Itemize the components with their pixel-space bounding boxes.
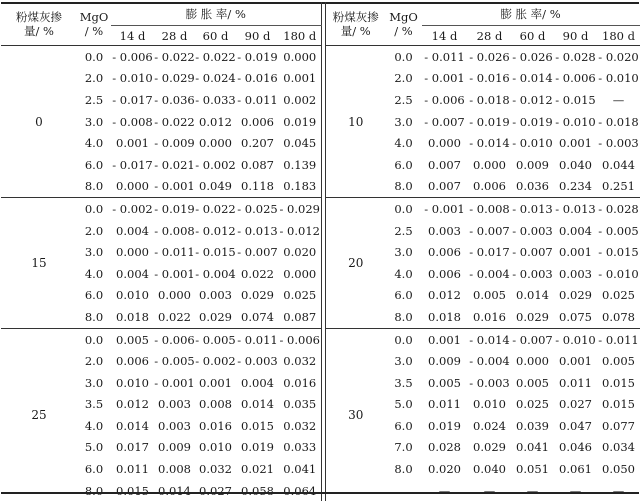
expansion-cell: 0.000 xyxy=(279,46,321,68)
expansion-cell: - 0.012 xyxy=(279,223,320,238)
expansion-cell: - 0.002 xyxy=(195,157,236,172)
expansion-cell: 0.001 xyxy=(116,136,149,151)
table-right-half xyxy=(325,2,640,501)
expansion-cell: 0.003 xyxy=(428,223,461,238)
flyash-group xyxy=(326,328,640,501)
expansion-cell: - 0.006 xyxy=(279,328,321,350)
mgo-value: 6.0 xyxy=(394,157,413,172)
mgo-value: 5.0 xyxy=(394,397,413,412)
expansion-cell: 0.018 xyxy=(428,309,461,324)
expansion-cell: 0.047 xyxy=(559,418,592,433)
flyash-group xyxy=(326,46,640,198)
table-row xyxy=(326,46,640,68)
mgo-value: 0.0 xyxy=(77,328,111,350)
mgo-value: 8.0 xyxy=(394,462,413,477)
expansion-cell: 0.044 xyxy=(602,157,635,172)
expansion-cell: 0.022 xyxy=(241,266,274,281)
expansion-cell: - 0.004 xyxy=(195,266,236,281)
expansion-cell: - 0.026 xyxy=(512,46,554,68)
expansion-cell: 0.000 xyxy=(199,136,232,151)
header-age: 28 d xyxy=(468,26,512,46)
expansion-table xyxy=(1,2,639,498)
expansion-cell: 0.039 xyxy=(516,418,549,433)
header-age: 14 d xyxy=(111,26,154,46)
mgo-value: 8.0 xyxy=(394,309,413,324)
table-row xyxy=(326,198,640,220)
expansion-cell: 0.003 xyxy=(158,397,191,412)
expansion-cell: - 0.001 xyxy=(154,179,195,194)
expansion-cell: - 0.018 xyxy=(598,114,639,129)
expansion-cell: 0.003 xyxy=(158,418,191,433)
expansion-cell: 0.003 xyxy=(199,288,232,303)
expansion-cell: 0.009 xyxy=(428,354,461,369)
expansion-cell: - 0.014 xyxy=(469,136,510,151)
expansion-cell: - 0.003 xyxy=(512,223,553,238)
expansion-cell: 0.000 xyxy=(473,157,506,172)
expansion-cell: 0.008 xyxy=(199,397,232,412)
flyash-value: 0 xyxy=(1,46,77,198)
expansion-cell: 0.000 xyxy=(116,245,149,260)
expansion-cell: 0.004 xyxy=(241,375,274,390)
expansion-cell: — xyxy=(569,483,582,498)
expansion-cell: 0.024 xyxy=(473,418,506,433)
expansion-cell: - 0.005 xyxy=(195,328,236,350)
expansion-cell: - 0.015 xyxy=(555,92,596,107)
expansion-cell: 0.011 xyxy=(116,462,149,477)
expansion-cell: 0.045 xyxy=(283,136,317,151)
flyash-group xyxy=(1,198,321,329)
expansion-cell: - 0.015 xyxy=(598,245,639,260)
expansion-cell: 0.029 xyxy=(559,288,592,303)
expansion-cell: - 0.008 xyxy=(112,114,153,129)
expansion-cell: 0.087 xyxy=(283,309,317,324)
expansion-cell: 0.008 xyxy=(158,462,191,477)
expansion-cell: - 0.010 xyxy=(598,71,639,86)
expansion-cell: 0.183 xyxy=(283,179,317,194)
expansion-cell: — xyxy=(483,483,496,498)
flyash-value: 10 xyxy=(326,46,386,198)
expansion-cell: - 0.010 xyxy=(555,114,596,129)
mgo-value: 3.0 xyxy=(84,245,104,260)
expansion-cell: 0.015 xyxy=(116,483,149,498)
expansion-cell: 0.006 xyxy=(428,266,461,281)
expansion-cell: - 0.029 xyxy=(154,71,195,86)
expansion-cell: 0.000 xyxy=(116,179,149,194)
expansion-cell: 0.034 xyxy=(602,440,635,455)
expansion-cell: — xyxy=(612,92,625,107)
mgo-value: 7.0 xyxy=(394,440,413,455)
expansion-cell: 0.207 xyxy=(241,136,274,151)
expansion-cell: - 0.003 xyxy=(512,266,553,281)
mgo-value: 3.0 xyxy=(84,375,104,390)
expansion-cell: 0.234 xyxy=(559,179,592,194)
header-mgo xyxy=(386,2,422,46)
expansion-cell: - 0.001 xyxy=(422,198,468,220)
expansion-cell: 0.003 xyxy=(559,266,592,281)
expansion-cell: - 0.004 xyxy=(469,354,510,369)
expansion-cell: - 0.033 xyxy=(195,92,236,107)
expansion-cell: - 0.013 xyxy=(554,198,598,220)
expansion-cell: - 0.006 xyxy=(555,71,596,86)
expansion-cell: 0.058 xyxy=(241,483,274,498)
expansion-cell: 0.012 xyxy=(199,114,232,129)
expansion-cell: 0.010 xyxy=(473,397,506,412)
mgo-value: 5.0 xyxy=(84,440,104,455)
expansion-cell: 0.017 xyxy=(116,440,149,455)
expansion-cell: 0.001 xyxy=(199,375,232,390)
flyash-value: 30 xyxy=(326,328,386,501)
header-age: 90 d xyxy=(236,26,279,46)
expansion-cell: 0.000 xyxy=(428,136,461,151)
expansion-cell: - 0.018 xyxy=(469,92,510,107)
expansion-cell: 0.010 xyxy=(116,288,149,303)
expansion-cell: 0.001 xyxy=(559,136,592,151)
header-flyash: 粉煤灰掺量/ % xyxy=(16,9,62,38)
mgo-value: 4.0 xyxy=(84,136,104,151)
expansion-cell: 0.074 xyxy=(241,309,274,324)
expansion-cell: 0.006 xyxy=(473,179,506,194)
expansion-cell: - 0.002 xyxy=(111,198,154,220)
expansion-cell: - 0.025 xyxy=(236,198,279,220)
expansion-cell: - 0.019 xyxy=(469,114,510,129)
mgo-value: 8.0 xyxy=(84,179,104,194)
mgo-value: 6.0 xyxy=(394,418,413,433)
expansion-cell: - 0.012 xyxy=(512,92,553,107)
expansion-cell: - 0.014 xyxy=(512,71,553,86)
expansion-cell: 0.006 xyxy=(428,245,461,260)
mgo-value: 0.0 xyxy=(386,46,422,68)
header-flyash: 粉煤灰掺量/ % xyxy=(332,9,379,38)
mgo-value: 8.0 xyxy=(394,179,413,194)
expansion-cell: - 0.026 xyxy=(468,46,512,68)
mgo-value: 4.0 xyxy=(84,418,104,433)
expansion-cell: 0.015 xyxy=(241,418,274,433)
expansion-cell: - 0.007 xyxy=(512,328,554,350)
header-mgo-top: MgO xyxy=(389,9,418,24)
expansion-cell: 0.032 xyxy=(199,462,232,477)
expansion-cell: - 0.010 xyxy=(512,136,553,151)
expansion-cell: - 0.019 xyxy=(154,198,195,220)
flyash-value: 15 xyxy=(1,198,77,329)
expansion-cell: 0.018 xyxy=(116,309,149,324)
expansion-cell: 0.027 xyxy=(199,483,232,498)
expansion-cell: - 0.016 xyxy=(237,71,278,86)
expansion-cell: 0.019 xyxy=(241,440,274,455)
expansion-cell: - 0.007 xyxy=(237,245,278,260)
expansion-cell: 0.087 xyxy=(241,157,274,172)
expansion-cell: 0.014 xyxy=(516,288,549,303)
expansion-cell: 0.011 xyxy=(428,397,461,412)
mgo-value: 2.5 xyxy=(394,92,413,107)
expansion-cell: 0.033 xyxy=(283,440,317,455)
mgo-value: 3.0 xyxy=(84,114,104,129)
mgo-value: 3.0 xyxy=(394,354,413,369)
expansion-cell: - 0.011 xyxy=(154,245,195,260)
mgo-value: 3.0 xyxy=(394,114,413,129)
expansion-cell: 0.029 xyxy=(241,288,274,303)
expansion-cell: - 0.010 xyxy=(554,328,598,350)
expansion-cell: 0.036 xyxy=(516,179,549,194)
expansion-cell: 0.007 xyxy=(428,157,461,172)
expansion-cell: 0.020 xyxy=(283,245,317,260)
expansion-cell: 0.016 xyxy=(473,309,506,324)
expansion-cell: 0.014 xyxy=(158,483,191,498)
expansion-cell: 0.025 xyxy=(602,288,635,303)
expansion-cell: 0.014 xyxy=(241,397,274,412)
expansion-cell: 0.020 xyxy=(428,462,461,477)
expansion-cell: 0.061 xyxy=(559,462,592,477)
table-row xyxy=(1,198,321,220)
expansion-cell: - 0.009 xyxy=(154,136,195,151)
mgo-value: 0.0 xyxy=(77,198,111,220)
expansion-cell: - 0.011 xyxy=(236,328,279,350)
header-mgo-bottom: / % xyxy=(84,23,104,38)
expansion-cell: 0.032 xyxy=(283,418,317,433)
mgo-value: 2.0 xyxy=(84,223,104,238)
header-age: 60 d xyxy=(512,26,554,46)
expansion-cell: 0.004 xyxy=(559,223,592,238)
expansion-cell: 0.000 xyxy=(158,288,191,303)
mgo-value: 0.0 xyxy=(386,198,422,220)
expansion-cell: 0.016 xyxy=(283,375,317,390)
expansion-cell: 0.011 xyxy=(559,375,592,390)
expansion-cell: 0.001 xyxy=(422,328,468,350)
expansion-cell: - 0.013 xyxy=(512,198,554,220)
expansion-cell: - 0.011 xyxy=(598,328,640,350)
expansion-cell: - 0.017 xyxy=(112,157,153,172)
expansion-cell: - 0.014 xyxy=(468,328,512,350)
mgo-value: 4.0 xyxy=(394,266,413,281)
expansion-cell: 0.251 xyxy=(602,179,635,194)
mgo-value: 4.0 xyxy=(84,266,104,281)
mgo-value: 6.0 xyxy=(84,462,104,477)
expansion-cell: - 0.019 xyxy=(236,46,279,68)
expansion-cell: 0.001 xyxy=(559,245,592,260)
expansion-cell: - 0.022 xyxy=(195,46,236,68)
expansion-cell: - 0.005 xyxy=(598,223,639,238)
expansion-cell: 0.040 xyxy=(473,462,506,477)
expansion-cell: 0.019 xyxy=(283,114,317,129)
mgo-value: 6.0 xyxy=(84,288,104,303)
expansion-cell: 0.035 xyxy=(283,397,317,412)
expansion-cell: 0.050 xyxy=(602,462,635,477)
expansion-cell: 0.001 xyxy=(559,354,592,369)
table-row xyxy=(1,328,321,350)
expansion-cell: 0.041 xyxy=(516,440,549,455)
expansion-cell: - 0.010 xyxy=(598,266,639,281)
mgo-value: 8.0 xyxy=(84,309,104,324)
expansion-cell: 0.015 xyxy=(602,397,635,412)
mgo-value: 0.0 xyxy=(77,46,111,68)
expansion-cell: 0.077 xyxy=(602,418,635,433)
header-age: 60 d xyxy=(195,26,236,46)
mgo-value: 3.5 xyxy=(394,375,413,390)
expansion-cell: - 0.022 xyxy=(154,46,195,68)
header-mgo-bottom: / % xyxy=(394,23,413,38)
mgo-value: 8.0 xyxy=(84,483,104,498)
expansion-cell: 0.006 xyxy=(116,354,149,369)
expansion-cell: — xyxy=(526,483,539,498)
table-left-half xyxy=(1,2,322,501)
expansion-cell: - 0.002 xyxy=(195,354,236,369)
expansion-cell: - 0.028 xyxy=(554,46,598,68)
header-mgo-top: MgO xyxy=(79,9,109,24)
expansion-cell: 0.029 xyxy=(473,440,506,455)
expansion-cell: 0.000 xyxy=(516,354,549,369)
flyash-group xyxy=(326,198,640,329)
expansion-cell: - 0.011 xyxy=(237,92,278,107)
expansion-cell: - 0.024 xyxy=(195,71,236,86)
expansion-cell: - 0.007 xyxy=(424,114,465,129)
table-bottom-rule xyxy=(1,492,639,494)
expansion-cell: 0.005 xyxy=(473,288,506,303)
expansion-cell: - 0.020 xyxy=(598,46,640,68)
mgo-value: 2.0 xyxy=(84,71,104,86)
expansion-cell: - 0.003 xyxy=(469,375,510,390)
expansion-cell: - 0.006 xyxy=(154,328,195,350)
expansion-cell: 0.040 xyxy=(559,157,592,172)
expansion-cell: - 0.008 xyxy=(154,223,195,238)
expansion-cell: 0.051 xyxy=(516,462,549,477)
expansion-cell: 0.028 xyxy=(428,440,461,455)
expansion-cell: 0.004 xyxy=(116,266,149,281)
expansion-cell: 0.012 xyxy=(116,397,149,412)
expansion-cell: - 0.019 xyxy=(512,114,553,129)
expansion-cell: 0.006 xyxy=(241,114,274,129)
mgo-value xyxy=(386,480,422,501)
expansion-cell: - 0.016 xyxy=(469,71,510,86)
expansion-cell: 0.032 xyxy=(283,354,317,369)
header-mgo xyxy=(77,2,111,46)
expansion-cell: - 0.008 xyxy=(468,198,512,220)
expansion-cell: - 0.007 xyxy=(512,245,553,260)
flyash-value: 25 xyxy=(1,328,77,501)
expansion-cell: - 0.013 xyxy=(237,223,278,238)
expansion-cell: 0.041 xyxy=(283,462,317,477)
expansion-cell: - 0.017 xyxy=(112,92,153,107)
expansion-cell: 0.118 xyxy=(241,179,274,194)
expansion-cell: 0.005 xyxy=(428,375,461,390)
expansion-cell: - 0.001 xyxy=(424,71,465,86)
mgo-value: 2.0 xyxy=(394,71,413,86)
table-row xyxy=(326,328,640,350)
expansion-cell: 0.009 xyxy=(516,157,549,172)
header-age: 180 d xyxy=(598,26,640,46)
mgo-value: 0.0 xyxy=(386,328,422,350)
expansion-cell: 0.016 xyxy=(199,418,232,433)
header-age: 180 d xyxy=(279,26,321,46)
expansion-cell: 0.004 xyxy=(116,223,149,238)
table-row xyxy=(1,46,321,68)
expansion-cell: 0.005 xyxy=(602,354,635,369)
flyash-group xyxy=(1,46,321,198)
expansion-cell: 0.005 xyxy=(111,328,154,350)
expansion-cell: 0.012 xyxy=(428,288,461,303)
expansion-cell: - 0.006 xyxy=(111,46,154,68)
expansion-cell: 0.021 xyxy=(241,462,274,477)
expansion-cell: - 0.022 xyxy=(154,114,195,129)
mgo-value: 2.5 xyxy=(84,92,104,107)
mgo-value: 6.0 xyxy=(394,288,413,303)
expansion-cell: 0.022 xyxy=(158,309,191,324)
expansion-cell: - 0.010 xyxy=(112,71,153,86)
expansion-cell: 0.025 xyxy=(516,397,549,412)
expansion-cell: 0.027 xyxy=(559,397,592,412)
expansion-cell: - 0.017 xyxy=(469,245,510,260)
expansion-cell: 0.005 xyxy=(516,375,549,390)
expansion-cell: - 0.012 xyxy=(195,223,236,238)
expansion-cell: - 0.003 xyxy=(237,354,278,369)
expansion-cell: 0.025 xyxy=(283,288,317,303)
flyash-group xyxy=(1,328,321,501)
expansion-cell: 0.015 xyxy=(602,375,635,390)
mgo-value: 2.0 xyxy=(84,354,104,369)
expansion-cell: - 0.001 xyxy=(154,266,195,281)
mgo-value: 3.5 xyxy=(84,397,104,412)
expansion-cell: - 0.003 xyxy=(598,136,639,151)
expansion-cell: 0.075 xyxy=(559,309,592,324)
flyash-value: 20 xyxy=(326,198,386,329)
expansion-cell: 0.007 xyxy=(428,179,461,194)
expansion-cell: 0.014 xyxy=(116,418,149,433)
expansion-cell: 0.078 xyxy=(602,309,635,324)
expansion-cell: - 0.004 xyxy=(469,266,510,281)
header-age: 14 d xyxy=(422,26,468,46)
expansion-cell: - 0.011 xyxy=(422,46,468,68)
expansion-cell: 0.139 xyxy=(283,157,317,172)
expansion-cell: - 0.007 xyxy=(469,223,510,238)
expansion-cell: 0.000 xyxy=(283,266,317,281)
header-age: 28 d xyxy=(154,26,195,46)
expansion-cell: - 0.036 xyxy=(154,92,195,107)
expansion-cell: 0.029 xyxy=(199,309,232,324)
expansion-cell: 0.019 xyxy=(428,418,461,433)
expansion-cell: 0.049 xyxy=(199,179,232,194)
mgo-value: 4.0 xyxy=(394,136,413,151)
header-age: 90 d xyxy=(554,26,598,46)
expansion-cell: - 0.028 xyxy=(598,198,640,220)
expansion-cell: - 0.015 xyxy=(195,245,236,260)
expansion-cell: - 0.022 xyxy=(195,198,236,220)
expansion-cell: 0.009 xyxy=(158,440,191,455)
mgo-value: 3.0 xyxy=(394,245,413,260)
expansion-cell: - 0.001 xyxy=(154,375,195,390)
expansion-cell: 0.010 xyxy=(116,375,149,390)
expansion-cell: - 0.006 xyxy=(424,92,465,107)
expansion-cell: — xyxy=(438,483,451,498)
expansion-cell: — xyxy=(612,483,625,498)
expansion-cell: 0.001 xyxy=(283,71,317,86)
expansion-cell: 0.046 xyxy=(559,440,592,455)
expansion-cell: 0.029 xyxy=(516,309,549,324)
expansion-cell: - 0.029 xyxy=(279,198,321,220)
expansion-cell: 0.010 xyxy=(199,440,232,455)
expansion-cell: 0.064 xyxy=(283,483,317,498)
header-expansion: 膨 胀 率/ % xyxy=(500,6,561,21)
expansion-cell: - 0.005 xyxy=(154,354,195,369)
mgo-value: 6.0 xyxy=(84,157,104,172)
expansion-cell: - 0.021 xyxy=(154,157,195,172)
expansion-cell: 0.002 xyxy=(283,92,317,107)
mgo-value: 2.5 xyxy=(394,223,413,238)
header-expansion: 膨 胀 率/ % xyxy=(185,6,246,21)
